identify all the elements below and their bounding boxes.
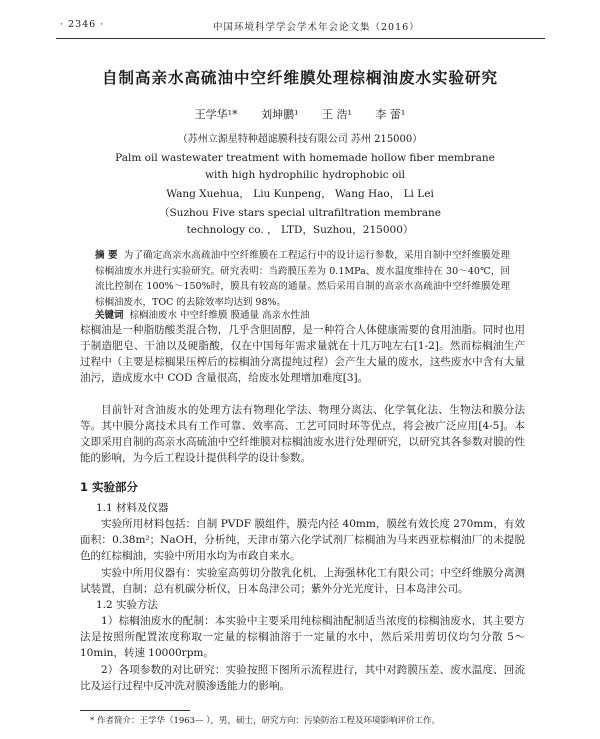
keywords-label: 关键词 (95, 310, 124, 321)
author-1: 王学华¹* (194, 108, 238, 121)
keywords (95, 307, 510, 321)
footnote-divider (80, 710, 190, 711)
author-3: 王 浩¹ (322, 108, 352, 121)
paragraph-methods-review: 目前针对含油废水的处理方法有物理化学法、物理分离法、化学氧化法、生物法和膜分法等。其中膜分离技术具有工作可靠、效率高、工艺可同时环等优点，将会被广泛应用[4-5]。本文即采用自制的高亲水高硫油中空纤维膜对棕榈油废水进行处理研究，以研究其各参数对膜的性能的影响，为今后工程设计提供科学的设计参数。 (80, 404, 525, 464)
english-title: Palm oil wastewater treatment with homemade hollow fiber membrane with high hydrophilic hydrophobic oil (115, 152, 495, 181)
subsection-heading-methods: 1.2 实验方法 (96, 599, 159, 611)
section-heading: 1 实验部分 (80, 480, 139, 494)
authors-cn (0, 106, 600, 122)
abstract-label: 摘 要 (95, 250, 118, 261)
author-2: 刘坤鹏¹ (261, 108, 299, 121)
affiliation-cn: （苏州立源星特种超滤膜科技有限公司 苏州 215000） (177, 134, 423, 145)
paragraph-method-1: 1）棕榈油废水的配制：本实验中主要采用纯棕榈油配制适当浓度的棕榈油废水，其主要方法是按照所配置浓度称取一定量的棕榈油溶于一定量的水中，然后采用剪切仪均匀分散 5～10min，转速 10000rpm。 (80, 615, 525, 659)
subsection-heading-materials: 1.1 材料及仪器 (96, 502, 169, 514)
affiliation-en: （Suzhou Five stars special ultrafiltration membrane technology co. ， LTD，Suzhou，215000） (158, 207, 441, 236)
journal-header: 中国环境科学学会学术年会论文集（2016） (213, 22, 420, 33)
paper-title: 自制高亲水高硫油中空纤维膜处理棕榈油废水实验研究 (101, 69, 498, 87)
header-divider (56, 38, 545, 39)
paragraph-materials: 实验所用材料包括：自制 PVDF 膜组件，膜壳内径 40mm，膜丝有效长度 270mm，有效面积：0.38m²；NaOH，分析纯，天津市第六化学试剂厂棕榈油为马来西亚棕榈油厂的未提脱色的红棕榈油，实验中所用水均为市政自来水。 (80, 518, 525, 562)
keywords-text: 棕榈油废水 中空纤维膜 膜通量 高亲水性油 (129, 310, 310, 321)
paragraph-intro: 棕榈油是一种脂肪酸类混合物，几乎含胆固醇，是一种符合人体健康需要的食用油脂。同时也用于制造肥皂、干油以及硬脂酸，仅在中国每年需求量就在十几万吨左右[1-2]。然而棕榈油生产过程中（主要是棕榈果压榨后的棕榈油分离提纯过程）会产生大量的废水，这些废水中含有大量油污，造成废水中 COD 含量很高，给废水处理增加难度[3]。 (80, 324, 525, 384)
abstract (95, 248, 510, 310)
authors-en: Wang Xuehua， Liu Kunpeng， Wang Hao， Li Lei (166, 188, 434, 200)
page-number: · 2346 · (60, 19, 105, 30)
paragraph-instruments: 实验中所用仪器有：实验室高剪切分散乳化机，上海强林化工有限公司；中空纤维膜分离测试装置，自制；总有机碳分析仪，日本岛津公司；紫外分光光度计，日本岛津公司。 (80, 567, 525, 595)
author-4: 李 蕾¹ (375, 108, 406, 121)
abstract-text: 为了确定高亲水高疏油中空纤维膜在工程运行中的设计运行参数，采用自制中空纤维膜处理棕榈油废水并进行实验研究。研究表明：当跨膜压差为 0.1MPa、废水温度维持在 30～40℃，回流比控制在 100%～150%时，膜具有较高的通量。然后采用自制的高亲水高疏油中空纤维膜处理棕榈油废水，TOC 的去除效率均达到 98%。 (95, 250, 510, 308)
footnote: * 作者简介：王学华（1963— ），男，硕士，研究方向：污染防治工程及环境影响评价工作。 (90, 716, 441, 726)
paragraph-method-2: 2）各项参数的对比研究：实验按照下图所示流程进行，其中对跨膜压差、废水温度、回流比及运行过程中反冲洗对膜渗透能力的影响。 (80, 664, 525, 692)
